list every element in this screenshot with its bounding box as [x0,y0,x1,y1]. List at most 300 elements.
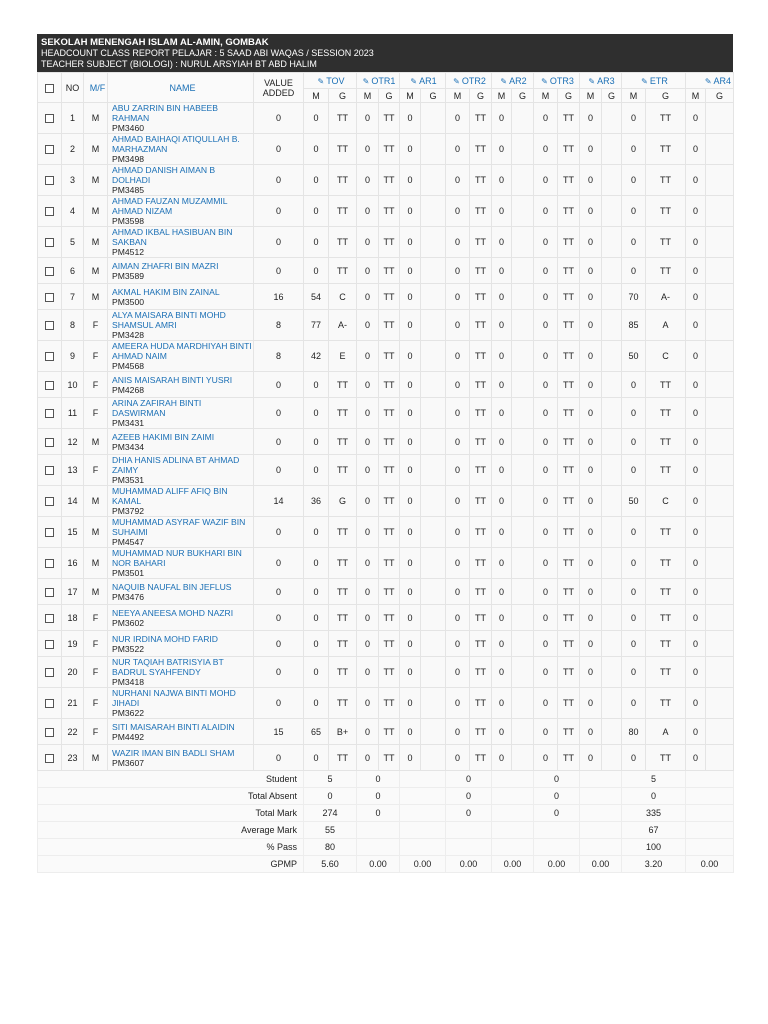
otr3-mark: 0 [534,258,558,284]
edit-icon[interactable]: ✎ [641,76,648,86]
edit-icon[interactable]: ✎ [317,76,325,86]
etr-grade: A [646,719,686,745]
summary-tov: 5.60 [304,856,357,873]
etr-mark: 0 [622,745,646,771]
ar4-grade [706,486,734,517]
row-checkbox[interactable] [45,409,54,418]
row-select-cell[interactable] [38,398,62,429]
table-row[interactable] [38,657,734,688]
row-checkbox[interactable] [45,145,54,154]
student-id: PM4512 [112,247,145,257]
ar4-mark: 0 [686,455,706,486]
row-select-cell[interactable] [38,455,62,486]
summary-etr: 100 [622,839,686,856]
student-name-link[interactable]: NUR TAQIAH BATRISYIA BT BADRUL SYAHFENDY [112,657,224,677]
otr2-grade: TT [470,258,492,284]
ar3-grade [602,745,622,771]
summary-etr: 335 [622,805,686,822]
student-id: PM3589 [112,270,145,281]
otr1-grade: TT [379,196,400,227]
value-added: 0 [254,688,304,719]
otr3-mark: 0 [534,688,558,719]
row-checkbox[interactable] [45,381,54,390]
select-all-checkbox[interactable] [45,84,54,93]
otr1-mark: 0 [357,688,379,719]
student-gender: M [84,579,108,605]
summary-otr1: 0 [357,805,400,822]
value-added: 0 [254,605,304,631]
sub-m: M [686,89,706,103]
otr1-grade: TT [379,657,400,688]
edit-icon[interactable]: ✎ [704,76,712,86]
otr3-grade: TT [558,341,580,372]
col-otr2[interactable] [446,73,492,89]
tov-mark: 0 [304,227,329,258]
tov-mark: 54 [304,284,329,310]
row-select-cell[interactable] [38,688,62,719]
sub-m: M [492,89,512,103]
etr-mark: 0 [622,657,646,688]
row-select-cell[interactable] [38,196,62,227]
student-name-link[interactable]: MUHAMMAD ALIFF AFIQ BIN KAMAL [112,486,228,506]
otr2-mark: 0 [446,719,470,745]
table-row[interactable] [38,227,734,258]
col-ar4[interactable] [686,73,734,89]
otr3-mark: 0 [534,719,558,745]
ar1-grade [421,579,446,605]
otr2-mark: 0 [446,605,470,631]
otr1-grade: TT [379,227,400,258]
ar4-mark: 0 [686,134,706,165]
summary-otr3: 0.00 [534,856,580,873]
row-select-cell[interactable] [38,605,62,631]
ar1-grade [421,398,446,429]
summary-ar3 [580,839,622,856]
row-checkbox[interactable] [45,728,54,737]
otr3-mark: 0 [534,310,558,341]
ar1-grade [421,455,446,486]
table-row[interactable] [38,341,734,372]
row-checkbox[interactable] [45,293,54,302]
ar2-grade [512,372,534,398]
col-ar1[interactable] [400,73,446,89]
edit-icon[interactable]: ✎ [362,76,370,86]
row-checkbox[interactable] [45,321,54,330]
ar2-mark: 0 [492,657,512,688]
ar1-grade [421,745,446,771]
table-row[interactable] [38,631,734,657]
tov-mark: 0 [304,165,329,196]
value-added: 16 [254,284,304,310]
summary-ar1: 0.00 [400,856,446,873]
student-name-link[interactable]: WAZIR IMAN BIN BADLI SHAM [112,747,235,758]
student-id: PM3622 [112,708,145,718]
student-id: PM3607 [112,757,145,768]
row-checkbox[interactable] [45,114,54,123]
tov-mark: 42 [304,341,329,372]
etr-grade: TT [646,579,686,605]
row-checkbox[interactable] [45,352,54,361]
student-name-link[interactable]: MUHAMMAD NUR BUKHARI BIN NOR BAHARI [112,548,242,568]
student-id: PM3498 [112,154,145,164]
row-select-cell[interactable] [38,341,62,372]
edit-icon[interactable]: ✎ [410,76,418,86]
otr3-grade: TT [558,196,580,227]
sub-g: G [706,89,734,103]
student-name-link[interactable]: NURHANI NAJWA BINTI MOHD JIHADI [112,688,236,708]
ar4-grade [706,631,734,657]
summary-tov: 55 [304,822,357,839]
tov-mark: 36 [304,486,329,517]
ar3-grade [602,165,622,196]
summary-row [38,805,734,822]
row-checkbox[interactable] [45,754,54,763]
otr3-grade: TT [558,310,580,341]
tov-grade: TT [329,517,357,548]
table-row[interactable] [38,605,734,631]
row-checkbox[interactable] [45,176,54,185]
otr2-mark: 0 [446,657,470,688]
student-id: PM3460 [112,123,145,133]
student-name-link[interactable]: NAQUIB NAUFAL BIN JEFLUS [112,581,232,592]
ar4-mark: 0 [686,688,706,719]
otr1-grade: TT [379,258,400,284]
col-mf[interactable]: M/F [84,73,108,103]
summary-tov: 80 [304,839,357,856]
table-row[interactable] [38,310,734,341]
student-gender: M [84,486,108,517]
ar1-grade [421,227,446,258]
table-row[interactable] [38,688,734,719]
student-name-link[interactable]: NEEYA ANEESA MOHD NAZRI [112,607,234,618]
col-ar2[interactable] [492,73,534,89]
row-checkbox[interactable] [45,466,54,475]
student-name-link[interactable]: AZEEB HAKIMI BIN ZAIMI [112,431,215,442]
tov-grade: TT [329,429,357,455]
ar1-grade [421,657,446,688]
summary-otr2: 0 [446,788,492,805]
summary-rows [38,771,734,873]
row-select-cell[interactable] [38,579,62,605]
summary-otr1: 0 [357,771,400,788]
ar3-grade [602,486,622,517]
student-gender: F [84,688,108,719]
row-select-cell[interactable] [38,719,62,745]
otr1-grade: TT [379,455,400,486]
summary-otr3 [534,822,580,839]
value-added: 0 [254,745,304,771]
otr2-grade: TT [470,165,492,196]
otr1-mark: 0 [357,341,379,372]
row-checkbox[interactable] [45,559,54,568]
value-added: 0 [254,258,304,284]
value-added: 0 [254,579,304,605]
ar4-mark: 0 [686,517,706,548]
table-row[interactable] [38,579,734,605]
student-gender: M [84,103,108,134]
etr-grade: TT [646,103,686,134]
row-select-cell[interactable] [38,745,62,771]
etr-mark: 0 [622,579,646,605]
ar3-grade [602,341,622,372]
otr2-mark: 0 [446,341,470,372]
etr-grade: TT [646,517,686,548]
ar3-grade [602,719,622,745]
edit-icon[interactable]: ✎ [588,76,596,86]
tov-mark: 0 [304,605,329,631]
etr-mark: 80 [622,719,646,745]
ar4-mark: 0 [686,398,706,429]
summary-ar3: 0.00 [580,856,622,873]
otr1-mark: 0 [357,657,379,688]
sub-g: G [470,89,492,103]
summary-row [38,788,734,805]
row-select-cell[interactable] [38,548,62,579]
otr2-grade: TT [470,745,492,771]
ar2-mark: 0 [492,517,512,548]
row-select-cell[interactable] [38,103,62,134]
table-row[interactable] [38,429,734,455]
summary-ar4 [686,839,734,856]
ar1-grade [421,719,446,745]
row-select-cell[interactable] [38,227,62,258]
tov-grade: E [329,341,357,372]
student-name-link[interactable]: MUHAMMAD ASYRAF WAZIF BIN SUHAIMI [112,517,246,537]
student-name-link[interactable]: AHMAD DANISH AIMAN B DOLHADI [112,165,216,185]
row-checkbox[interactable] [45,640,54,649]
row-checkbox[interactable] [45,528,54,537]
etr-mark: 50 [622,486,646,517]
ar4-grade [706,341,734,372]
table-row[interactable] [38,745,734,771]
row-checkbox[interactable] [45,588,54,597]
report-table [37,72,734,873]
row-checkbox[interactable] [45,668,54,677]
edit-icon[interactable]: ✎ [541,76,548,86]
ar3-mark: 0 [580,372,602,398]
ar2-grade [512,284,534,310]
row-select-cell[interactable] [38,657,62,688]
ar4-grade [706,372,734,398]
row-checkbox[interactable] [45,497,54,506]
student-no: 18 [62,605,84,631]
otr2-grade: TT [470,103,492,134]
ar4-grade [706,745,734,771]
table-row[interactable] [38,258,734,284]
table-row[interactable] [38,165,734,196]
student-no: 14 [62,486,84,517]
student-name-link[interactable]: DHIA HANIS ADLINA BT AHMAD ZAIMY [112,455,240,475]
ar2-grade [512,165,534,196]
ar2-mark: 0 [492,341,512,372]
ar3-mark: 0 [580,579,602,605]
col-otr1[interactable] [357,73,400,89]
student-id: PM3434 [112,441,145,452]
ar4-mark: 0 [686,631,706,657]
otr1-mark: 0 [357,372,379,398]
etr-grade: TT [646,455,686,486]
otr2-mark: 0 [446,398,470,429]
table-row[interactable] [38,517,734,548]
row-checkbox[interactable] [45,699,54,708]
otr2-mark: 0 [446,745,470,771]
col-etr[interactable] [622,73,686,89]
student-name-cell [108,258,254,284]
student-name-link[interactable]: AHMAD FAUZAN MUZAMMIL AHMAD NIZAM [112,196,228,216]
table-row[interactable] [38,284,734,310]
otr1-mark: 0 [357,455,379,486]
col-otr3[interactable] [534,73,580,89]
otr2-mark: 0 [446,134,470,165]
value-added: 0 [254,631,304,657]
student-name-link[interactable]: ANIS MAISARAH BINTI YUSRI [112,374,233,385]
student-name-link[interactable]: AHMAD IKBAL HASIBUAN BIN SAKBAN [112,227,233,247]
tov-grade: TT [329,631,357,657]
table-row[interactable] [38,196,734,227]
etr-mark: 0 [622,517,646,548]
row-checkbox[interactable] [45,238,54,247]
summary-row [38,839,734,856]
table-row[interactable] [38,548,734,579]
table-row[interactable] [38,486,734,517]
summary-ar2: 0.00 [492,856,534,873]
row-checkbox[interactable] [45,438,54,447]
otr2-grade: TT [470,284,492,310]
otr1-mark: 0 [357,227,379,258]
row-select-cell[interactable] [38,258,62,284]
otr2-grade: TT [470,688,492,719]
tov-grade: TT [329,657,357,688]
otr1-mark: 0 [357,103,379,134]
student-name-link[interactable]: AHMAD BAIHAQI ATIQULLAH B. MARHAZMAN [112,134,240,154]
row-select-cell[interactable] [38,372,62,398]
student-name-link[interactable]: ARINA ZAFIRAH BINTI DASWIRMAN [112,398,202,418]
etr-grade: TT [646,134,686,165]
row-select-cell[interactable] [38,134,62,165]
row-select-cell[interactable] [38,165,62,196]
ar4-mark: 0 [686,745,706,771]
student-name-link[interactable]: AIMAN ZHAFRI BIN MAZRI [112,260,219,271]
table-row[interactable] [38,398,734,429]
value-added: 0 [254,227,304,258]
row-checkbox[interactable] [45,614,54,623]
row-checkbox[interactable] [45,207,54,216]
otr1-mark: 0 [357,258,379,284]
col-ar3[interactable] [580,73,622,89]
col-name[interactable]: NAME [108,73,254,103]
table-row[interactable] [38,719,734,745]
table-row[interactable] [38,372,734,398]
select-all-cell[interactable] [38,73,62,103]
ar3-grade [602,548,622,579]
otr1-mark: 0 [357,196,379,227]
summary-otr2 [446,822,492,839]
student-gender: F [84,631,108,657]
ar1-mark: 0 [400,310,421,341]
sub-m: M [580,89,602,103]
tov-mark: 0 [304,657,329,688]
otr1-mark: 0 [357,719,379,745]
student-no: 16 [62,548,84,579]
col-tov[interactable] [304,73,357,89]
row-checkbox[interactable] [45,267,54,276]
etr-mark: 85 [622,310,646,341]
summary-ar1 [400,839,446,856]
ar3-mark: 0 [580,429,602,455]
otr3-grade: TT [558,548,580,579]
ar2-mark: 0 [492,284,512,310]
otr3-grade: TT [558,372,580,398]
row-select-cell[interactable] [38,429,62,455]
ar1-mark: 0 [400,284,421,310]
table-row[interactable] [38,134,734,165]
student-name-link[interactable]: ABU ZARRIN BIN HABEEB RAHMAN [112,103,219,123]
otr2-grade: TT [470,341,492,372]
ar1-mark: 0 [400,605,421,631]
ar1-grade [421,165,446,196]
edit-icon[interactable]: ✎ [453,76,460,86]
student-name-link[interactable]: AMEERA HUDA MARDHIYAH BINTI AHMAD NAIM [112,341,252,361]
tov-grade: TT [329,455,357,486]
summary-ar1 [400,788,446,805]
edit-icon[interactable]: ✎ [500,76,508,86]
row-select-cell[interactable] [38,631,62,657]
row-select-cell[interactable] [38,284,62,310]
summary-etr: 5 [622,771,686,788]
ar4-grade [706,227,734,258]
row-select-cell[interactable] [38,486,62,517]
ar1-grade [421,284,446,310]
student-name-cell [108,429,254,455]
student-id: PM3428 [112,330,145,340]
summary-row [38,856,734,873]
value-added: 0 [254,657,304,688]
ar2-mark: 0 [492,398,512,429]
summary-otr2: 0 [446,771,492,788]
student-gender: M [84,258,108,284]
ar1-mark: 0 [400,196,421,227]
summary-ar2 [492,788,534,805]
tov-grade: B+ [329,719,357,745]
ar1-grade [421,196,446,227]
sub-g: G [646,89,686,103]
ar4-grade [706,196,734,227]
student-no: 20 [62,657,84,688]
student-name-link[interactable]: ALYA MAISARA BINTI MOHD SHAMSUL AMRI [112,310,226,330]
student-name-link[interactable]: SITI MAISARAH BINTI ALAIDIN [112,721,235,732]
ar3-grade [602,579,622,605]
student-no: 6 [62,258,84,284]
ar1-mark: 0 [400,134,421,165]
sub-g: G [329,89,357,103]
otr1-mark: 0 [357,284,379,310]
student-no: 17 [62,579,84,605]
otr2-mark: 0 [446,429,470,455]
student-name-link[interactable]: NUR IRDINA MOHD FARID [112,633,218,644]
col-value-added-line2: ADDED [262,87,295,98]
ar2-mark: 0 [492,103,512,134]
table-row[interactable] [38,103,734,134]
student-name-link[interactable]: AKMAL HAKIM BIN ZAINAL [112,286,220,297]
otr1-grade: TT [379,429,400,455]
table-row[interactable] [38,455,734,486]
ar3-mark: 0 [580,455,602,486]
student-gender: M [84,548,108,579]
row-select-cell[interactable] [38,310,62,341]
otr1-grade: TT [379,745,400,771]
student-no: 22 [62,719,84,745]
row-select-cell[interactable] [38,517,62,548]
